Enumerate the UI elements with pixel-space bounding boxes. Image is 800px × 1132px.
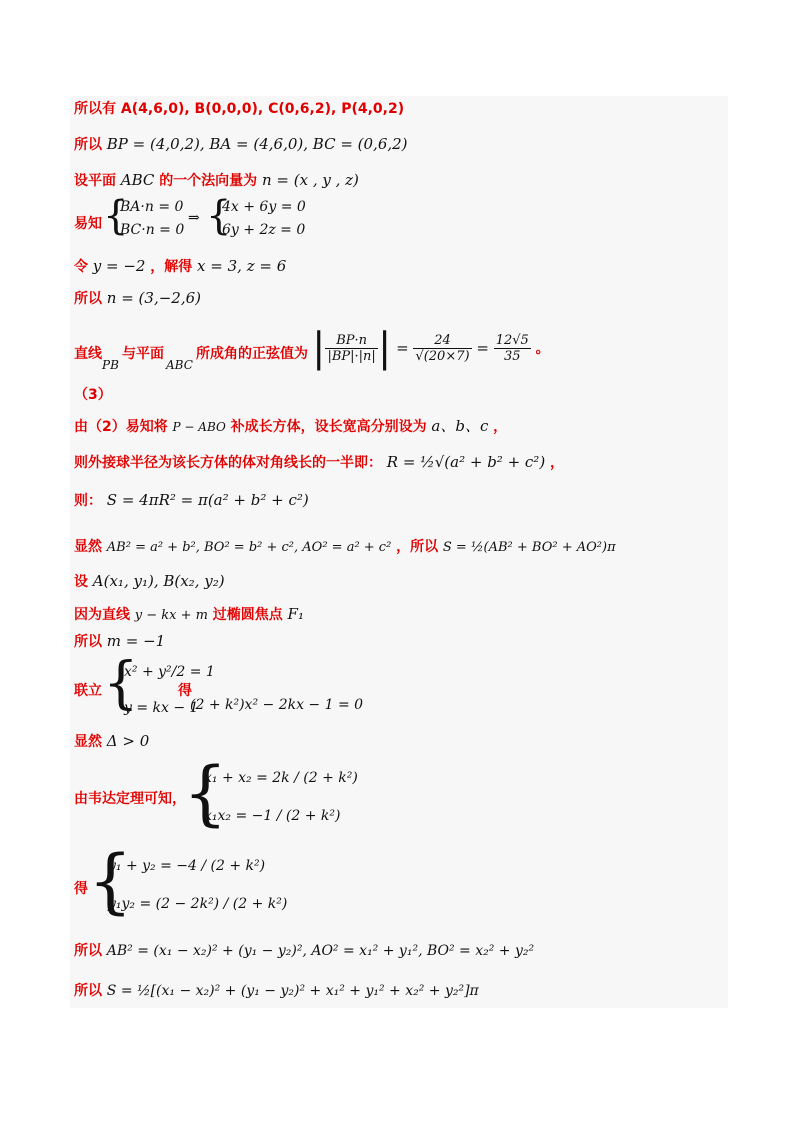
y-product: y₁y₂ = (2 − 2k²) / (2 + k²) [108,896,288,912]
line-normal-vector [74,170,359,190]
fraction-12root5: $\frac{12√5}{35}$ [495,332,529,364]
surface-half-formula: S = ½(AB² + BO² + AO²)π [442,540,616,555]
label-lianli: 联立 [74,683,102,699]
label-set-plane: 设平面 [74,173,116,189]
plane-name-abc: ABC [166,358,193,372]
line-surface-area: 则： S = 4πR² = π(a² + b² + c²) [74,491,309,509]
line-vectors [74,134,408,154]
surface-formula: S = 4πR² = π(a² + b² + c²) [106,491,309,509]
label-yizhi: 易知 [74,216,102,232]
label-de-2: 得 [74,881,88,897]
left-brace: { [103,193,129,239]
normal-vector-expression: n = (x , y , z) [261,171,359,189]
let-y: y = −2 [92,257,146,275]
m-value: m = −1 [106,632,166,650]
system-1-row-2: BC·n = 0 [120,222,185,238]
line-n-result: 所以 n = (3,−2,6) [74,289,201,307]
system-ellipse-row-2: y = kx − 1 [124,700,199,716]
line-m-value: 所以 m = −1 [74,632,166,650]
left-brace: { [183,752,228,834]
line-distances: 所以 AB² = (x₁ − x₂)² + (y₁ − y₂)², AO² = x₁² + y₁², BO² = x₂² + y₂² [74,943,535,959]
line-final-surface: 所以 S = ½[(x₁ − x₂)² + (y₁ − y₂)² + x₁² + y₁² + x₂² + y₂²]π [74,983,479,999]
label-de: 得 [178,683,192,699]
solid-name: P − ABO [172,420,226,434]
system-ellipse-row-1: x² + y²/2 = 1 [124,664,215,680]
vieta-sum: x₁ + x₂ = 2k / (2 + k²) [204,770,358,786]
radius-formula: R = ½√(a² + b² + c²) [386,453,546,471]
line-obvious-squares: 显然 AB² = a² + b², BO² = b² + c², AO² = a² + c² ，所以 S = ½(AB² + BO² + AO²)π [74,539,616,555]
system-1-row-1: BA·n = 0 [120,199,184,215]
label-with-plane: 与平面 [122,346,164,362]
final-surface-formula: S = ½[(x₁ − x₂)² + (y₁ − y₂)² + x₁² + y₁² + x₂² + y₂²]π [106,983,479,999]
implies-arrow: ⇒ [188,210,200,226]
system-2-row-2: 6y + 2z = 0 [222,222,306,238]
edge-names: a、b、c [431,417,489,435]
left-brace: { [206,193,232,239]
solution-xz: x = 3, z = 6 [197,257,287,275]
line-box-construction: 由（2）易知将 P − ABO 补成长方体，设长宽高分别设为 a、b、c ， [74,417,508,435]
line-focus: 因为直线 y − kx + m 过椭圆焦点 F₁ [74,605,304,623]
plane-name: ABC [120,171,155,189]
squares-expression: AB² = a² + b², BO² = b² + c², AO² = a² + c² [106,540,392,555]
y-sum: y₁ + y₂ = −4 / (2 + k²) [108,858,266,874]
points-expression: A(x₁, y₁), B(x₂, y₂) [92,572,225,590]
text-suoyiyou: 所以有 A(4,6,0), B(0,0,0), C(0,6,2), P(4,0,2) [74,101,405,117]
label-sine-value: 所成角的正弦值为 [196,346,308,362]
part-3-heading: （3） [74,387,112,403]
sine-expression: | $\frac{BP\cdot n}{|BP|\cdot|n|}$ | = $\frac{24}{√(20\times 7)}$ = $\frac{12√5}{35}$ 。 [312,325,550,371]
left-brace: { [88,840,133,922]
vieta-product: x₁x₂ = −1 / (2 + k²) [204,808,341,824]
focus-name: F₁ [287,605,304,623]
n-value: n = (3,−2,6) [106,289,201,307]
quadratic-equation: (2 + k²)x² − 2kx − 1 = 0 [190,697,364,713]
label-vieta: 由韦达定理可知， [74,791,186,807]
vectors-expression: BP = (4,0,2), BA = (4,6,0), BC = (0,6,2) [106,135,408,153]
fraction-24: $\frac{24}{√(20\times 7)}$ [415,332,470,364]
line-coordinates [74,98,404,118]
distances-expression: AB² = (x₁ − x₂)² + (y₁ − y₂)², AO² = x₁² + y₁², BO² = x₂² + y₂² [106,943,535,959]
label-normal-vector: 的一个法向量为 [159,173,258,189]
line-equation: y − kx + m [134,608,208,623]
line-name-pb: PB [102,358,119,372]
system-2-row-1: 4x + 6y = 0 [222,199,306,215]
discriminant: Δ > 0 [106,732,150,750]
line-set-points: 设 A(x₁, y₁), B(x₂, y₂) [74,572,225,590]
line-radius: 则外接球半径为该长方体的体对角线长的一半即： R = ½√(a² + b² + c²) ， [74,453,564,471]
left-brace: { [103,651,139,716]
line-sine-angle: 直线 [74,346,102,362]
line-solve: 令 y = −2 ，解得 x = 3, z = 6 [74,257,287,275]
label-suoyi: 所以 [74,137,102,153]
line-discriminant: 显然 Δ > 0 [74,732,150,750]
fraction-bp-n: $\frac{BP\cdot n}{|BP|\cdot|n|}$ [327,332,376,364]
